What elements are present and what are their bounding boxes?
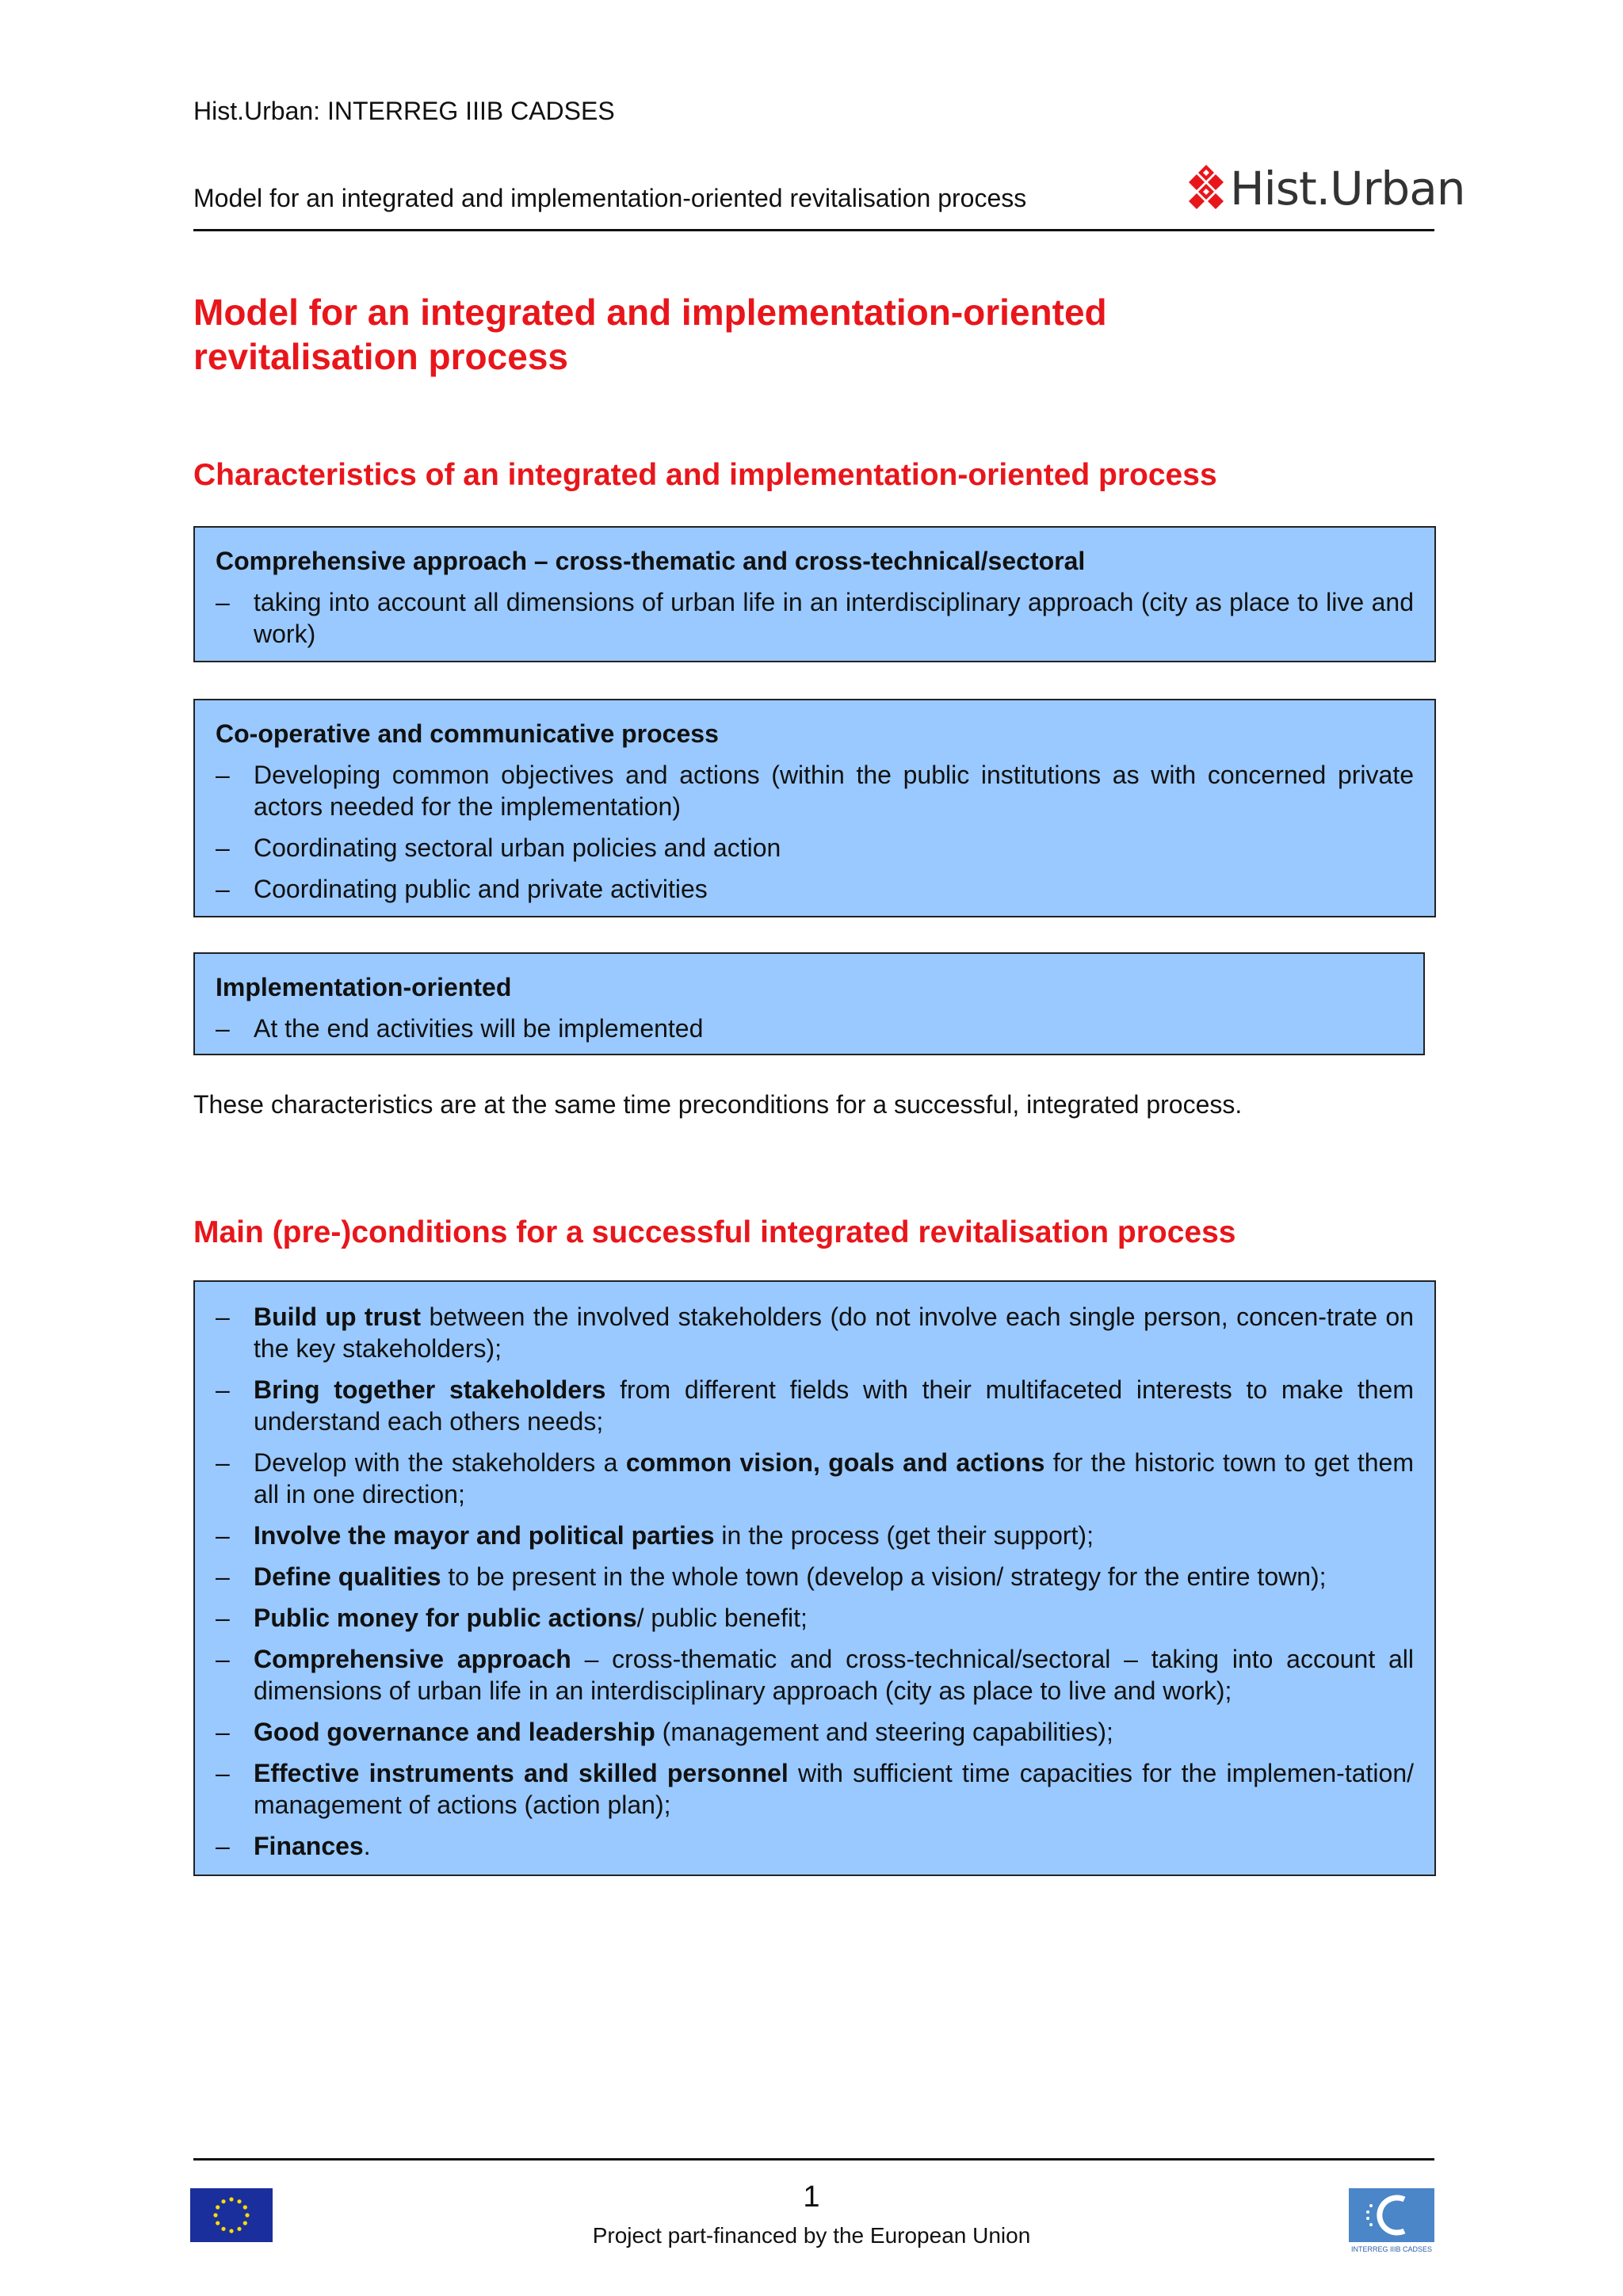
characteristics-heading: Characteristics of an integrated and implementation-oriented process [193,458,1217,492]
header-divider [193,229,1434,231]
list-item [216,1520,1414,1551]
dash-bullet: – [216,875,230,903]
list-item-emphasis: Define qualities [254,1562,441,1591]
hist-urban-emblem-icon [1187,165,1225,212]
list-item-suffix: for the historic town to get them all in one direction; [254,1448,1415,1508]
cadses-emblem-icon [1349,2188,1434,2242]
list-item-emphasis: Finances [254,1832,364,1860]
characteristic-box-comprehensive [193,526,1436,662]
list-item-emphasis: Comprehensive approach [254,1645,571,1673]
dash-bullet: – [216,1521,230,1550]
dash-bullet: – [216,761,230,789]
box-title: Comprehensive approach – cross-thematic and cross-technical/sectoral [216,547,1086,575]
list-item-suffix: / public benefit; [636,1604,808,1632]
footer-funding-text: Project part-financed by the European Union [592,2223,1031,2248]
characteristic-box-implementation [193,952,1425,1055]
box-title: Implementation-oriented [216,973,512,1001]
header-document-subtitle: Model for an integrated and implementation-oriented revitalisation process [193,184,1027,212]
dash-bullet: – [216,1604,230,1632]
list-item [216,1716,1414,1748]
list-item-suffix: (management and steering capabilities); [655,1718,1113,1746]
interreg-cadses-logo [1349,2188,1434,2253]
list-item-emphasis: Effective instruments and skilled personnel [254,1759,789,1787]
document-title-line-1: Model for an integrated and implementation-oriented [193,292,1107,333]
document-title-line-2: revitalisation process [193,336,568,377]
dash-bullet: – [216,1562,230,1591]
list-item [216,873,1414,905]
list-item [216,759,1414,822]
dash-bullet: – [216,588,230,616]
list-item [216,1757,1414,1821]
list-item-suffix: – cross-thematic and cross-technical/sectoral – taking into account all dimensions of urban life in an interdisciplinary approach (city as place to live and work); [254,1645,1415,1705]
cadses-label: INTERREG IIIB CADSES [1350,2245,1433,2253]
dash-bullet: – [216,1832,230,1860]
dash-bullet: – [216,1645,230,1673]
list-item [216,586,1414,650]
list-item-emphasis: Bring together stakeholders [254,1375,606,1404]
characteristic-box-cooperative [193,699,1436,917]
list-item-emphasis: Public money for public actions [254,1604,637,1632]
list-item [216,1602,1414,1634]
list-item-emphasis: Involve the mayor and political parties [254,1521,715,1550]
list-item [216,1374,1414,1437]
dash-bullet: – [216,833,230,862]
list-item-suffix: . [363,1832,371,1860]
box-title: Co-operative and communicative process [216,719,719,748]
list-item [216,832,1414,864]
list-item-prefix: Develop with the stakeholders a [254,1448,626,1477]
dash-bullet: – [216,1759,230,1787]
list-item [216,1643,1414,1707]
conditions-box [193,1280,1436,1876]
hist-urban-logo [1187,163,1465,214]
dash-bullet: – [216,1302,230,1331]
list-item-text: taking into account all dimensions of urban life in an interdisciplinary approach (city as place to live and work) [254,588,1414,648]
page-number: 1 [803,2180,820,2214]
list-item [216,1301,1414,1364]
list-item-suffix: from different fields with their multifaceted interests to make them understand each others needs; [254,1375,1415,1436]
list-item-suffix: between the involved stakeholders (do not involve each single person, concen-trate on the key stakeholders); [254,1302,1415,1363]
list-item-suffix: in the process (get their support); [714,1521,1094,1550]
hist-urban-logo-text: Hist.Urban [1230,162,1465,215]
list-item [216,1013,1403,1044]
list-item-emphasis: common vision, goals and actions [625,1448,1045,1477]
footer-divider [193,2158,1434,2161]
list-item [216,1830,1414,1862]
dash-bullet: – [216,1718,230,1746]
characteristics-closing-text: These characteristics are at the same time preconditions for a successful, integrated process. [193,1090,1243,1119]
list-item-suffix: to be present in the whole town (develop a vision/ strategy for the entire town); [441,1562,1327,1591]
list-item [216,1447,1414,1510]
list-item-text: At the end activities will be implemented [254,1014,704,1043]
list-item-text: Coordinating public and private activities [254,875,708,903]
list-item-suffix: with sufficient time capacities for the implemen-tation/ management of actions (action plan); [254,1759,1415,1819]
list-item [216,1561,1414,1592]
list-item-emphasis: Good governance and leadership [254,1718,655,1746]
list-item-text: Coordinating sectoral urban policies and action [254,833,781,862]
conditions-heading: Main (pre-)conditions for a successful integrated revitalisation process [193,1215,1236,1249]
list-item-emphasis: Build up trust [254,1302,422,1331]
list-item-text: Developing common objectives and actions (within the public institutions as with concerned private actors needed for the implementation) [254,761,1414,821]
dash-bullet: – [216,1448,230,1477]
header-project-name: Hist.Urban: INTERREG IIIB CADSES [193,97,615,125]
dash-bullet: – [216,1375,230,1404]
dash-bullet: – [216,1014,230,1043]
document-title [193,290,1303,379]
